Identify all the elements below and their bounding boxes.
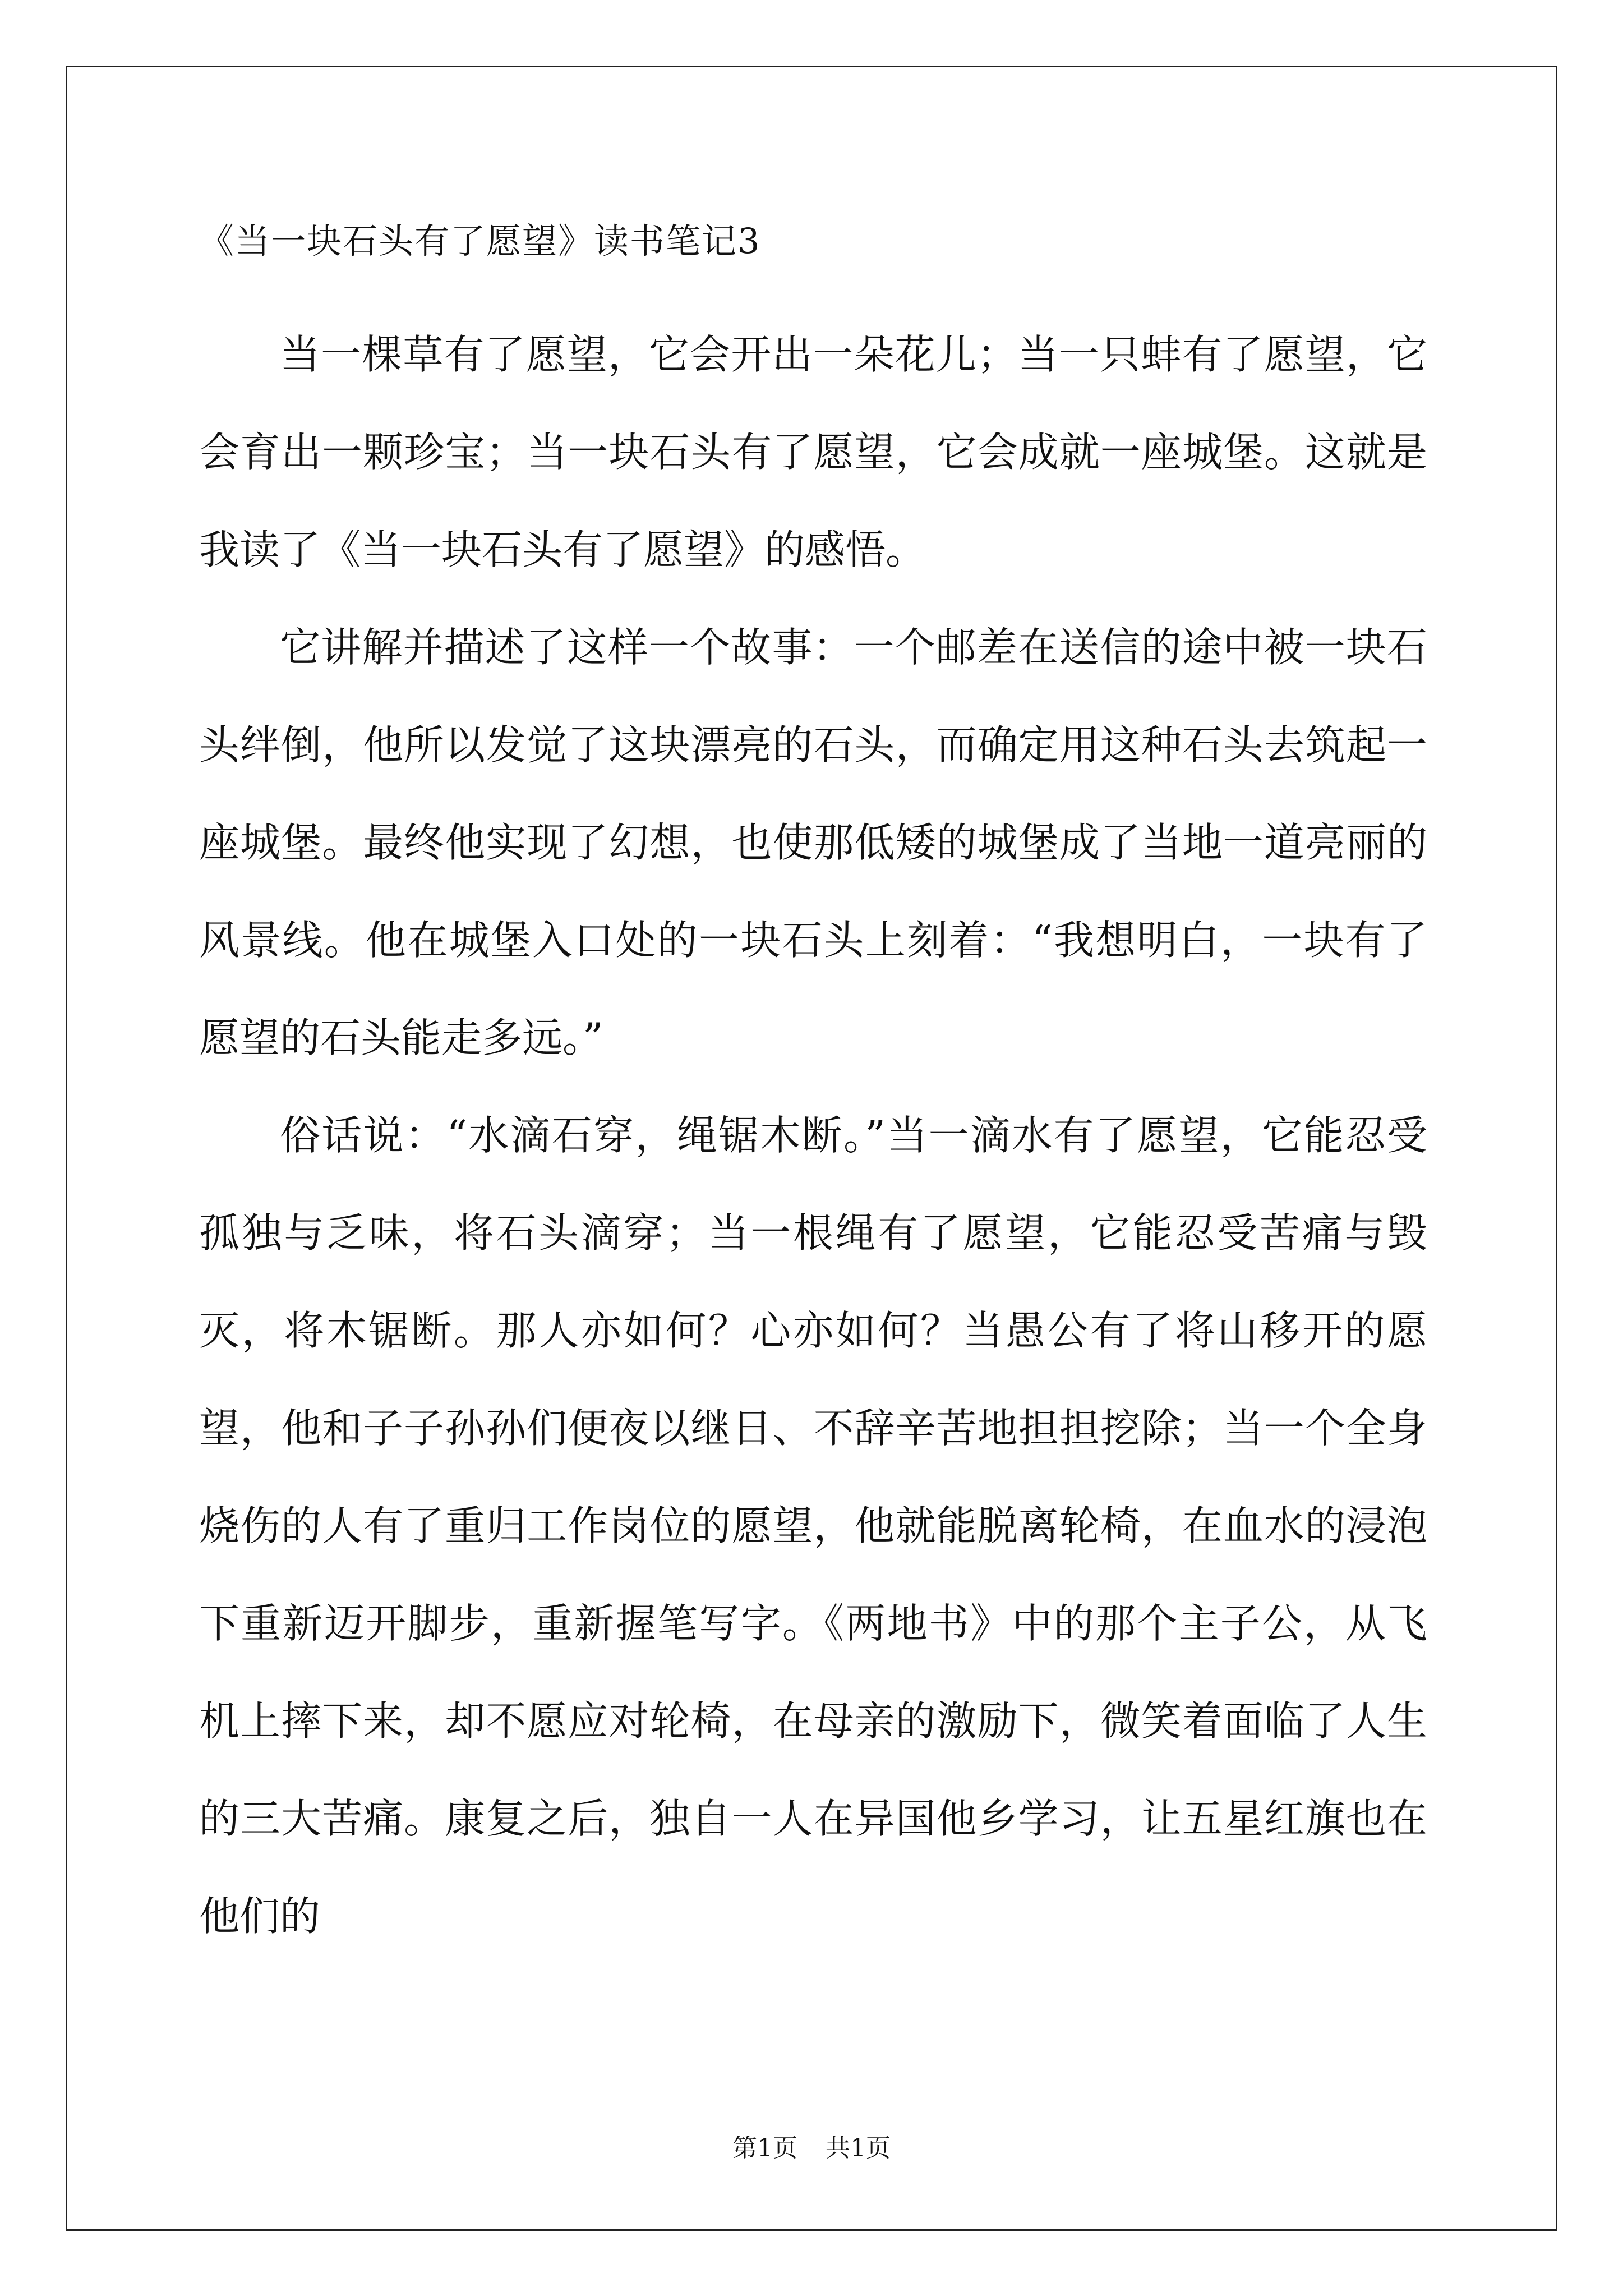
paragraph-3: 俗话说：“水滴石穿，绳锯木断。”当一滴水有了愿望，它能忍受孤独与乏味，将石头滴穿；当一根绳有了愿望，它能忍受苦痛与毁灭，将木锯断。那人亦如何？心亦如何？当愚公有了将山移开的愿望，他和子子孙孙们便夜以继日、不辞辛苦地担担挖除；当一个全身烧伤的人有了重归工作岗位的愿望，他就能脱离轮椅，在血水的浸泡下重新迈开脚步，重新握笔写字。《两地书》中的那个主子公，从飞机上摔下来，却不愿应对轮椅，在母亲的激励下，微笑着面临了人生的三大苦痛。康复之后，独自一人在异国他乡学习，让五星红旗也在他们的 (199, 1112, 1427, 1940)
document-title: 《当一块石头有了愿望》读书笔记3 (199, 220, 761, 261)
page-total: 共1页 (826, 2134, 891, 2162)
document-body (199, 222, 1427, 1965)
paragraph-2: 它讲解并描述了这样一个故事：一个邮差在送信的途中被一块石头绊倒，他所以发觉了这块漂亮的石头，而确定用这种石头去筑起一座城堡。最终他实现了幻想，也使那低矮的城堡成了当地一道亮丽的风景线。他在城堡入口处的一块石头上刻着：“我想明白，一块有了愿望的石头能走多远。” (199, 624, 1427, 1061)
paragraph-1: 当一棵草有了愿望，它会开出一朵花儿；当一只蚌有了愿望，它会育出一颗珍宝；当一块石头有了愿望，它会成就一座城堡。这就是我读了《当一块石头有了愿望》的感悟。 (199, 331, 1427, 573)
page-number: 第1页 (732, 2134, 797, 2162)
page-footer (0, 2134, 1623, 2162)
